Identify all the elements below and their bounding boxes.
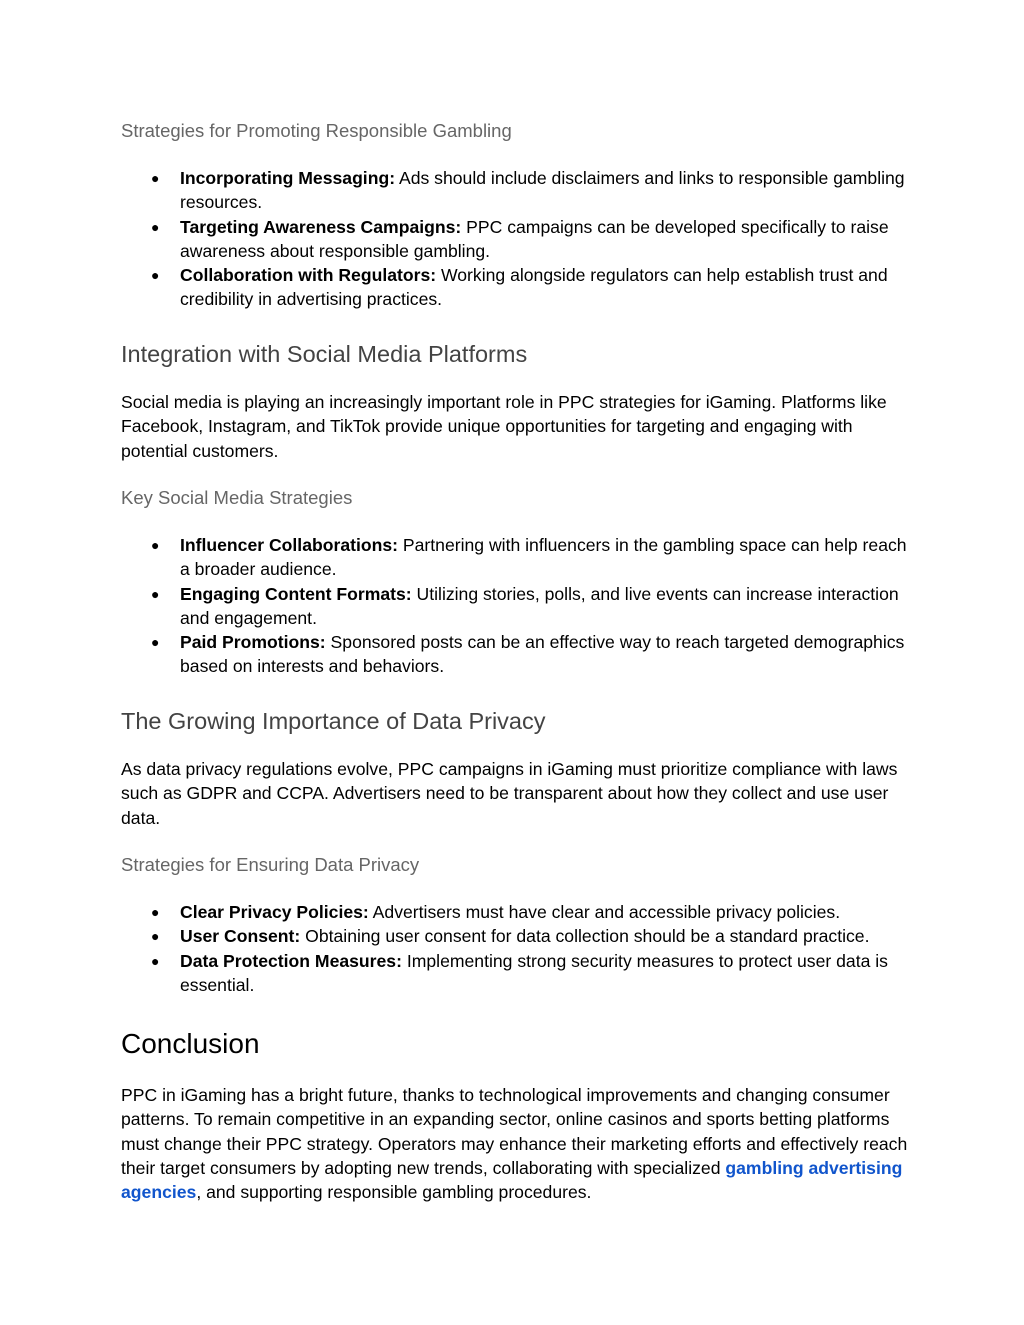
- list-privacy-strategies: [121, 900, 911, 997]
- paragraph-conclusion: [121, 1083, 911, 1204]
- list-item-text: PPC campaigns can be developed specifically to raise awareness about responsible gambling.: [180, 216, 889, 261]
- heading-key-social-strategies: Key Social Media Strategies: [121, 487, 353, 508]
- heading-data-privacy: The Growing Importance of Data Privacy: [121, 708, 546, 734]
- gambling-advertising-agencies-link[interactable]: gambling advertising agencies: [121, 1157, 903, 1203]
- list-responsible-gambling: [121, 166, 911, 312]
- conclusion-text-before: PPC in iGaming has a bright future, thanks to technological improvements and changing consumer patterns. To remain competitive in an expanding sector, online casinos and sports betting platforms must change their PPC strategy. Operators may enhance their marketing efforts and effectively reach their target consumers by adopting new trends, collaborating with specialized: [121, 1085, 908, 1178]
- list-item-term: Paid Promotions:: [180, 632, 326, 653]
- list-item: [121, 924, 911, 948]
- list-social-strategies: [121, 533, 911, 679]
- list-item-term: Targeting Awareness Campaigns:: [180, 216, 462, 237]
- list-item: [121, 533, 911, 582]
- list-item-text: Obtaining user consent for data collection should be a standard practice.: [300, 926, 870, 947]
- list-item: [121, 263, 911, 312]
- list-item-text: Ads should include disclaimers and links to responsible gambling resources.: [180, 168, 905, 213]
- bullet-icon: ●: [151, 537, 160, 553]
- list-item: [121, 630, 911, 679]
- list-item-text: Utilizing stories, polls, and live events can increase interaction and engagement.: [180, 583, 899, 628]
- bullet-icon: ●: [151, 218, 160, 235]
- bullet-icon: ●: [151, 634, 160, 651]
- list-item-term: Incorporating Messaging:: [180, 168, 396, 188]
- list-item: [121, 215, 911, 264]
- list-item-term: Collaboration with Regulators:: [180, 265, 437, 286]
- list-item-text: Advertisers must have clear and accessible privacy policies.: [368, 902, 841, 922]
- heading-social-media: Integration with Social Media Platforms: [121, 341, 528, 367]
- list-item-text: Working alongside regulators can help establish trust and credibility in advertising practices.: [180, 265, 888, 310]
- list-item-term: Influencer Collaborations:: [180, 535, 398, 555]
- list-item: [121, 166, 911, 215]
- list-item-text: Implementing strong security measures to protect user data is essential.: [180, 950, 888, 995]
- list-item-text: Sponsored posts can be an effective way to reach targeted demographics based on interests and behaviors.: [180, 632, 905, 677]
- list-item-text: Partnering with influencers in the gambling space can help reach a broader audience.: [180, 535, 907, 580]
- bullet-icon: ●: [151, 585, 160, 602]
- list-item-term: Data Protection Measures:: [180, 950, 402, 971]
- conclusion-text-after: , and supporting responsible gambling procedures.: [196, 1182, 592, 1203]
- list-item: [121, 949, 911, 998]
- paragraph-data-privacy: As data privacy regulations evolve, PPC campaigns in iGaming must prioritize compliance with laws such as GDPR and CCPA. Advertisers need to be transparent about how they collect and use user data.: [121, 759, 898, 828]
- list-item-term: Engaging Content Formats:: [180, 583, 412, 604]
- bullet-icon: ●: [151, 928, 160, 945]
- bullet-icon: ●: [151, 170, 160, 186]
- heading-conclusion: Conclusion: [121, 1028, 260, 1059]
- list-item: [121, 900, 911, 924]
- list-item-term: User Consent:: [180, 926, 301, 947]
- heading-privacy-strategies: Strategies for Ensuring Data Privacy: [121, 854, 420, 875]
- list-item-term: Clear Privacy Policies:: [180, 902, 369, 922]
- list-item: [121, 582, 911, 631]
- bullet-icon: ●: [151, 952, 160, 969]
- paragraph-social-media: Social media is playing an increasingly important role in PPC strategies for iGaming. Platforms like Facebook, Instagram, and TikTok provide unique opportunities for targeting and engaging with potential customers.: [121, 392, 887, 461]
- heading-responsible-gambling: Strategies for Promoting Responsible Gambling: [121, 120, 512, 141]
- bullet-icon: ●: [151, 904, 160, 920]
- bullet-icon: ●: [151, 267, 160, 284]
